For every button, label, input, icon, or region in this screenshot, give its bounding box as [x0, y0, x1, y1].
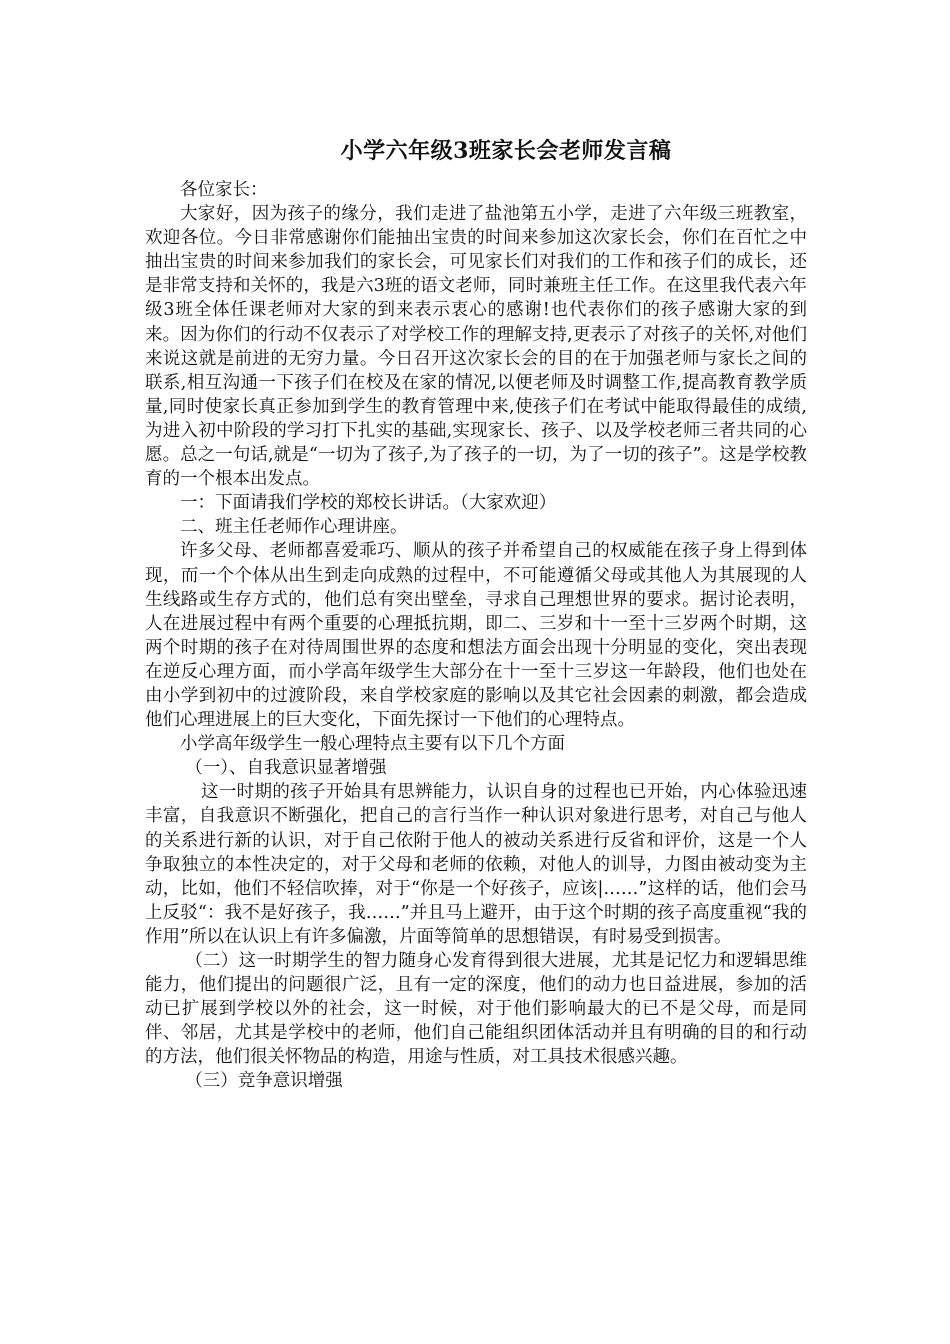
agenda-item-psychology-lecture: 二、班主任老师作心理讲座。: [180, 517, 408, 538]
lecture-intro-paragraph: 许多父母、老师都喜爱乖巧、顺从的孩子并希望自己的权威能在孩子身上得到体现，而一个个体从出生到走向成熟的过程中，不可能遵循父母或其他人为其展现的人生线路或生存方式的，他们总有突出壁垒，寻求自己理想世界的要求。据讨论表明，人在进展过程中有两个重要的心理抵抗期，即二、三岁和十一至十三岁两个时期，这两个时期的孩子在对待周围世界的态度和想法方面会出现十分明显的变化，突出表现在逆反心理方面，而小学高年级学生大部分在十一至十三岁这一年龄段，他们也处在由小学到初中的过渡阶段，来自学校家庭的影响以及其它社会因素的刺激，都会造成他们心理进展上的巨大变化，下面先探讨一下他们的心理特点。: [145, 541, 807, 731]
section-heading-self-awareness: （一）、自我意识显著增强: [185, 758, 387, 779]
section-heading-competition: （三）竞争意识增强: [185, 1071, 343, 1092]
agenda-item-principal-speech: 一：下面请我们学校的郑校长讲话。（大家欢迎）: [180, 493, 557, 514]
document-body: [145, 136, 807, 1094]
opening-paragraph: 大家好，因为孩子的缘分，我们走进了盐池第五小学，走进了六年级三班教室，欢迎各位。今日非常感谢你们能抽出宝贵的时间来参加这次家长会，你们在百忙之中抽出宝贵的时间来参加我们的家长会，可见家长们对我们的工作和孩子们的成长，还是非常支持和关怀的，我是六3班的语文老师，同时兼班主任工作。在这里我代表六年级3班全体任课老师对大家的到来表示衷心的感谢!也代表你们的孩子感谢大家的到来。因为你们的行动不仅表示了对学校工作的理解支持,更表示了对孩子的关怀,对他们来说这就是前进的无穷力量。今日召开这次家长会的目的在于加强老师与家长之间的联系,相互沟通一下孩子们在校及在家的情况,以便老师及时调整工作,提高教育教学质量,同时使家长真正参加到学生的教育管理中来,使孩子们在考试中能取得最佳的成绩,为进入初中阶段的学习打下扎实的基础,实现家长、孩子、以及学校老师三者共同的心愿。总之一句话,就是“一切为了孩子,为了孩子的一切，为了一切的孩子”。这是学校教育的一个根本出发点。: [145, 204, 807, 490]
intellect-paragraph: （二）这一时期学生的智力随身心发育得到很大进展，尤其是记忆力和逻辑思维能力，他们提出的问题很广泛，且有一定的深度，他们的动力也日益进展，参加的活动已扩展到学校以外的社会，这一时候，对于他们影响最大的已不是父母，而是同伴、邻居，尤其是学校中的老师，他们自己能组织团体活动并且有明确的目的和行动的方法，他们很关怀物品的构造，用途与性质，对工具技术很感兴趣。: [145, 951, 807, 1068]
self-awareness-paragraph: 这一时期的孩子开始具有思辨能力，认识自身的过程也已开始，内心体验迅速丰富，自我意识不断强化，把自己的言行当作一种认识对象进行思考，对自己与他人的关系进行新的认识，对于自己依附于他人的被动关系进行反省和评价，这是一个人争取独立的本性决定的，对于父母和老师的依赖，对他人的训导，力图由被动变为主动，比如，他们不轻信吹捧，对于“你是一个好孩子，应该|……”这样的话，他们会马上反驳“：我不是好孩子，我……”并且马上避开，由于这个时期的孩子高度重视“我的作用”所以在认识上有许多偏激，片面等简单的思想错误，有时易受到损害。: [145, 782, 807, 947]
document-title: 小学六年级3班家长会老师发言稿: [340, 138, 672, 164]
characteristics-lead-in: 小学高年级学生一般心理特点主要有以下几个方面: [180, 734, 565, 755]
salutation: 各位家长：: [180, 180, 268, 200]
